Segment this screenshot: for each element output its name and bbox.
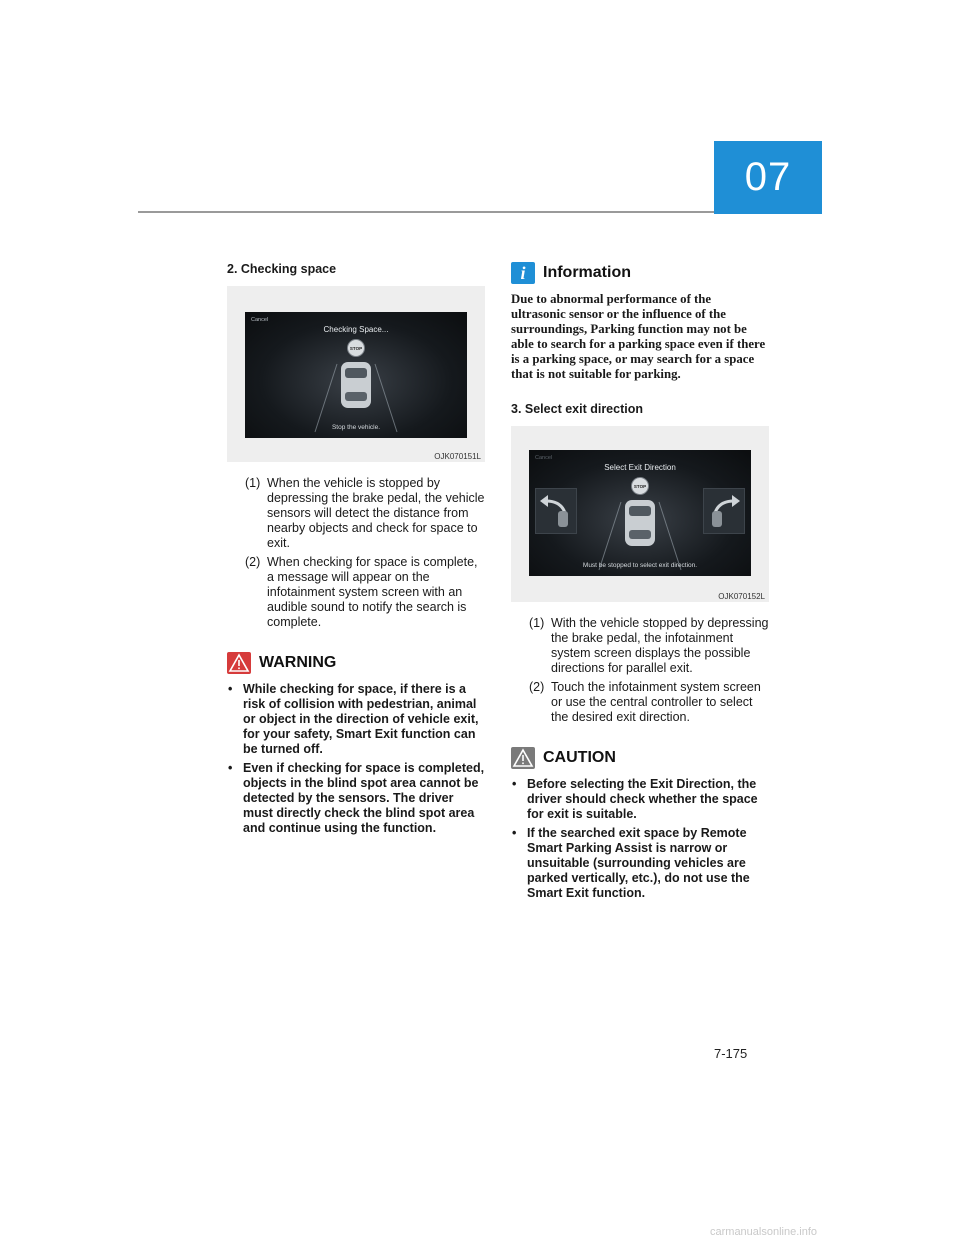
caution-header [511,747,769,769]
list-item: (1) With the vehicle stopped by depressing the brake pedal, the infotainment system screen displays the possible directions for parallel exit. [529,616,769,675]
page-number: 7-175 [714,1046,748,1061]
steps-list [511,616,769,725]
screen-title: Select Exit Direction [604,463,676,472]
screen-cancel-button: Cancel [535,455,553,461]
information-label: Information [543,264,631,281]
list-item: • While checking for space, if there is a risk of collision with pedestrian, animal or object in the direction of vehicle exit, for your safety, Smart Exit function can be turned off. [227,682,485,757]
warning-label: WARNING [259,654,337,671]
caution-icon [511,747,535,769]
right-column [511,262,769,905]
stop-sign-icon: STOP [631,477,649,495]
information-text: Due to abnormal performance of the ultrasonic sensor or the influence of the surroundings, Parking function may not be able to search for a parking space even if there is a parking space, or may search for a space that is not suitable for parking. [511,292,766,381]
list-item: • Before selecting the Exit Direction, the driver should check whether the space for exit is suitable. [511,777,769,822]
infotainment-screen [245,312,467,438]
screen-cancel-button: Cancel [251,317,269,323]
caution-list [511,777,769,901]
step-title-select-exit: 3. Select exit direction [511,402,643,416]
screen-footer-message: Must be stopped to select exit direction. [582,562,698,569]
figure-code: OJK070151L [434,452,481,461]
list-item: (1) When the vehicle is stopped by depressing the brake pedal, the vehicle sensors will detect the distance from nearby objects and check for space to exit. [245,476,485,550]
warning-icon [227,652,251,674]
exit-right-option [703,488,745,534]
stop-sign-icon: STOP [347,339,365,357]
list-item: (2) Touch the infotainment system screen or use the central controller to select the desired exit direction. [529,680,761,724]
information-header [511,262,769,284]
arrow-left-icon [536,489,576,533]
warning-list [227,682,485,836]
warning-header [227,652,485,674]
figure-checking-space [227,286,485,462]
infotainment-screen [529,450,751,576]
list-item: (2) When checking for space is complete, a message will appear on the infotainment system screen with an audible sound to notify the search is complete. [245,555,478,629]
info-icon: i [511,262,535,284]
figure-select-exit-direction [511,426,769,602]
exit-left-option [535,488,577,534]
chapter-divider [138,211,714,213]
step-title-checking-space: 2. Checking space [227,262,337,276]
vehicle-icon [245,312,467,438]
steps-list [227,476,485,630]
screen-footer-message: Stop the vehicle. [331,424,381,431]
watermark: carmanualsonline.info [710,1226,818,1238]
chapter-tab: 07 [714,141,822,214]
left-column [227,262,485,840]
list-item: • If the searched exit space by Remote Smart Parking Assist is narrow or unsuitable (surrounding vehicles are parked vertically, etc.), do not use the Smart Exit function. [511,826,769,901]
screen-title: Checking Space... [323,325,389,334]
arrow-right-icon [704,489,744,533]
list-item: • Even if checking for space is completed, objects in the blind spot area cannot be detected by the sensors. The driver must directly check the blind spot area and continue using the function. [227,761,485,836]
caution-label: CAUTION [543,749,616,766]
figure-code: OJK070152L [718,592,765,601]
